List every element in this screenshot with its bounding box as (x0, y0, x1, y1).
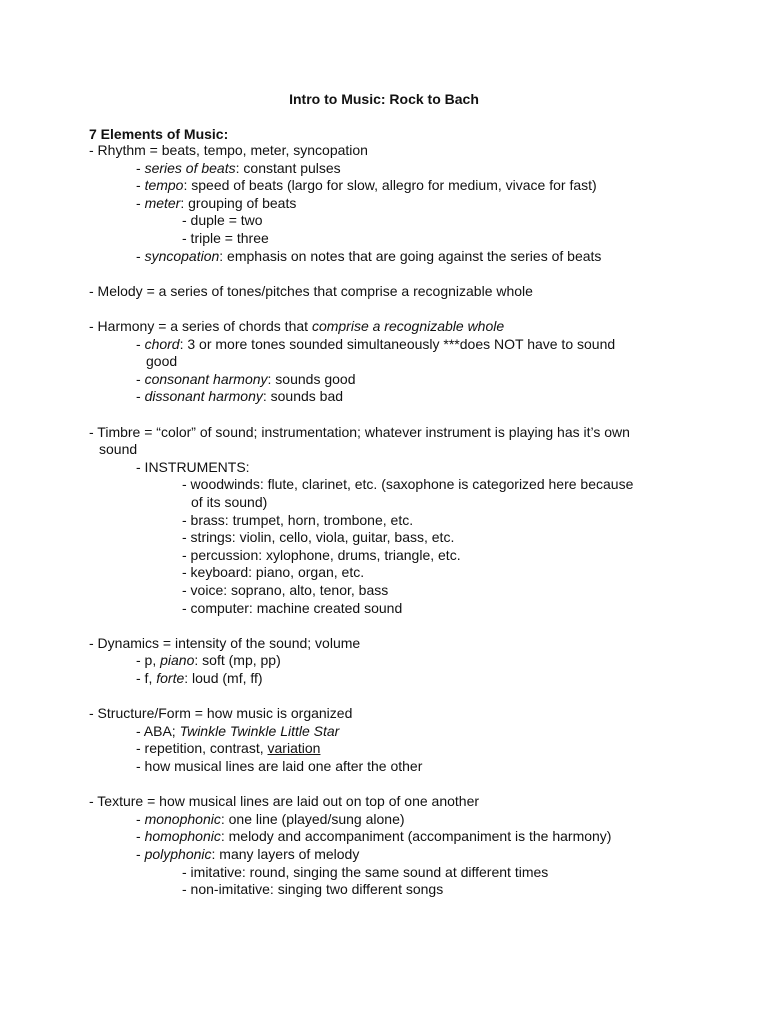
line-text: - INSTRUMENTS: (136, 458, 250, 475)
outline-line (182, 512, 413, 530)
outline-line (182, 582, 388, 600)
line-text: - non-imitative: singing two different songs (182, 881, 444, 898)
line-text: - (136, 370, 145, 387)
line-text: - Harmony = a series of chords that (89, 318, 312, 334)
line-text: : sounds good (267, 370, 356, 387)
italic-term: chord (144, 335, 180, 352)
outline-line (182, 212, 263, 230)
line-text: : emphasis on notes that are going against the series of beats (219, 247, 602, 264)
outline-line (182, 881, 443, 899)
outline-line (89, 142, 368, 160)
line-text: - Rhythm = beats, tempo, meter, syncopation (89, 142, 368, 158)
underlined-term: variation (267, 740, 321, 757)
line-text: - repetition, contrast, (136, 740, 268, 757)
italic-term: forte (156, 670, 185, 686)
italic-term: consonant harmony (144, 370, 268, 387)
line-text: - how musical lines are laid one after the other (136, 758, 423, 774)
line-text: : soft (mp, pp) (194, 652, 281, 669)
italic-term: monophonic (144, 810, 221, 827)
outline-line (136, 740, 320, 758)
line-text: - percussion: xylophone, drums, triangle, etc. (182, 546, 461, 563)
line-text: : constant pulses (235, 159, 341, 176)
outline-line (182, 864, 548, 882)
line-text: - ABA; (136, 722, 180, 739)
line-text: - voice: soprano, alto, tenor, bass (182, 582, 389, 598)
line-text: - (136, 194, 145, 211)
line-text: good (146, 353, 178, 370)
outline-line (136, 388, 343, 406)
line-text: - f, (136, 670, 157, 686)
outline-line (136, 195, 296, 213)
outline-line (136, 723, 339, 741)
line-text: - (136, 247, 145, 264)
line-text: - duple = two (182, 212, 263, 229)
line-text: : 3 or more tones sounded simultaneously ***does NOT have to sound (179, 335, 616, 352)
outline-line (136, 371, 356, 389)
outline-line (136, 846, 359, 864)
line-text: sound (99, 441, 138, 458)
line-text: - Structure/Form = how music is organized (89, 705, 353, 722)
italic-term: piano (160, 652, 195, 669)
outline-line (136, 811, 405, 829)
outline-line (99, 441, 137, 459)
line-text: - Texture = how musical lines are laid out on top of one another (89, 793, 480, 810)
outline-line (89, 793, 479, 811)
line-text: : melody and accompaniment (accompaniment is the harmony) (220, 828, 612, 845)
italic-term: meter (144, 194, 181, 211)
italic-term: series of beats (144, 159, 236, 176)
line-text: - computer: machine created sound (182, 599, 403, 616)
document-title: Intro to Music: Rock to Bach (289, 91, 479, 107)
line-text: - woodwinds: flute, clarinet, etc. (saxophone is categorized here because (182, 476, 634, 493)
outline-line (89, 283, 533, 301)
outline-line (89, 318, 504, 336)
section-heading: 7 Elements of Music: (89, 126, 229, 142)
line-text: - p, (136, 652, 161, 669)
line-text: of its sound) (191, 494, 268, 510)
outline-line (182, 476, 633, 494)
outline-line (136, 758, 422, 776)
italic-term: tempo (144, 177, 184, 194)
outline-line (136, 828, 611, 846)
italic-term: syncopation (144, 247, 220, 264)
outline-line (136, 336, 615, 354)
line-text: - (136, 388, 145, 405)
line-text: - triple = three (182, 230, 269, 246)
line-text: : sounds bad (262, 388, 344, 405)
outline-line (136, 248, 601, 266)
italic-term: homophonic (144, 828, 221, 845)
outline-line (89, 635, 360, 653)
line-text: - Timbre = “color” of sound; instrumentation; whatever instrument is playing has it’s own (89, 423, 630, 440)
italic-term: Twinkle Twinkle Little Star (179, 722, 340, 739)
line-text: - keyboard: piano, organ, etc. (182, 564, 365, 581)
italic-term: dissonant harmony (144, 388, 263, 405)
line-text: : speed of beats (largo for slow, allegro for medium, vivace for fast) (183, 177, 597, 194)
outline-line (136, 160, 341, 178)
outline-line (182, 600, 402, 618)
line-text: - (136, 335, 145, 352)
line-text: - brass: trumpet, horn, trombone, etc. (182, 511, 414, 528)
line-text: - (136, 810, 145, 827)
outline-line (136, 177, 597, 195)
line-text: - Melody = a series of tones/pitches that comprise a recognizable whole (89, 282, 533, 299)
line-text: - (136, 159, 145, 176)
line-text: - (136, 828, 145, 845)
line-text: : grouping of beats (180, 194, 297, 211)
outline-line (182, 564, 364, 582)
outline-line (136, 670, 263, 688)
line-text: : one line (played/sung alone) (220, 810, 405, 827)
outline-line (89, 705, 352, 723)
outline-line (89, 424, 630, 442)
line-text: - Dynamics = intensity of the sound; volume (89, 634, 361, 651)
line-text: - (136, 177, 145, 194)
line-text: - imitative: round, singing the same sound at different times (182, 863, 549, 880)
line-text: - strings: violin, cello, viola, guitar, bass, etc. (182, 529, 455, 546)
outline-line (191, 494, 267, 512)
italic-term: comprise a recognizable whole (311, 318, 505, 334)
line-text: - (136, 846, 145, 862)
outline-line (182, 547, 461, 565)
outline-line (136, 652, 281, 670)
outline-line (136, 459, 250, 477)
italic-term: polyphonic (144, 846, 212, 862)
line-text: : loud (mf, ff) (184, 670, 263, 686)
outline-line (182, 230, 269, 248)
outline-line (182, 529, 454, 547)
line-text: : many layers of melody (211, 846, 360, 862)
outline-line (146, 353, 177, 371)
